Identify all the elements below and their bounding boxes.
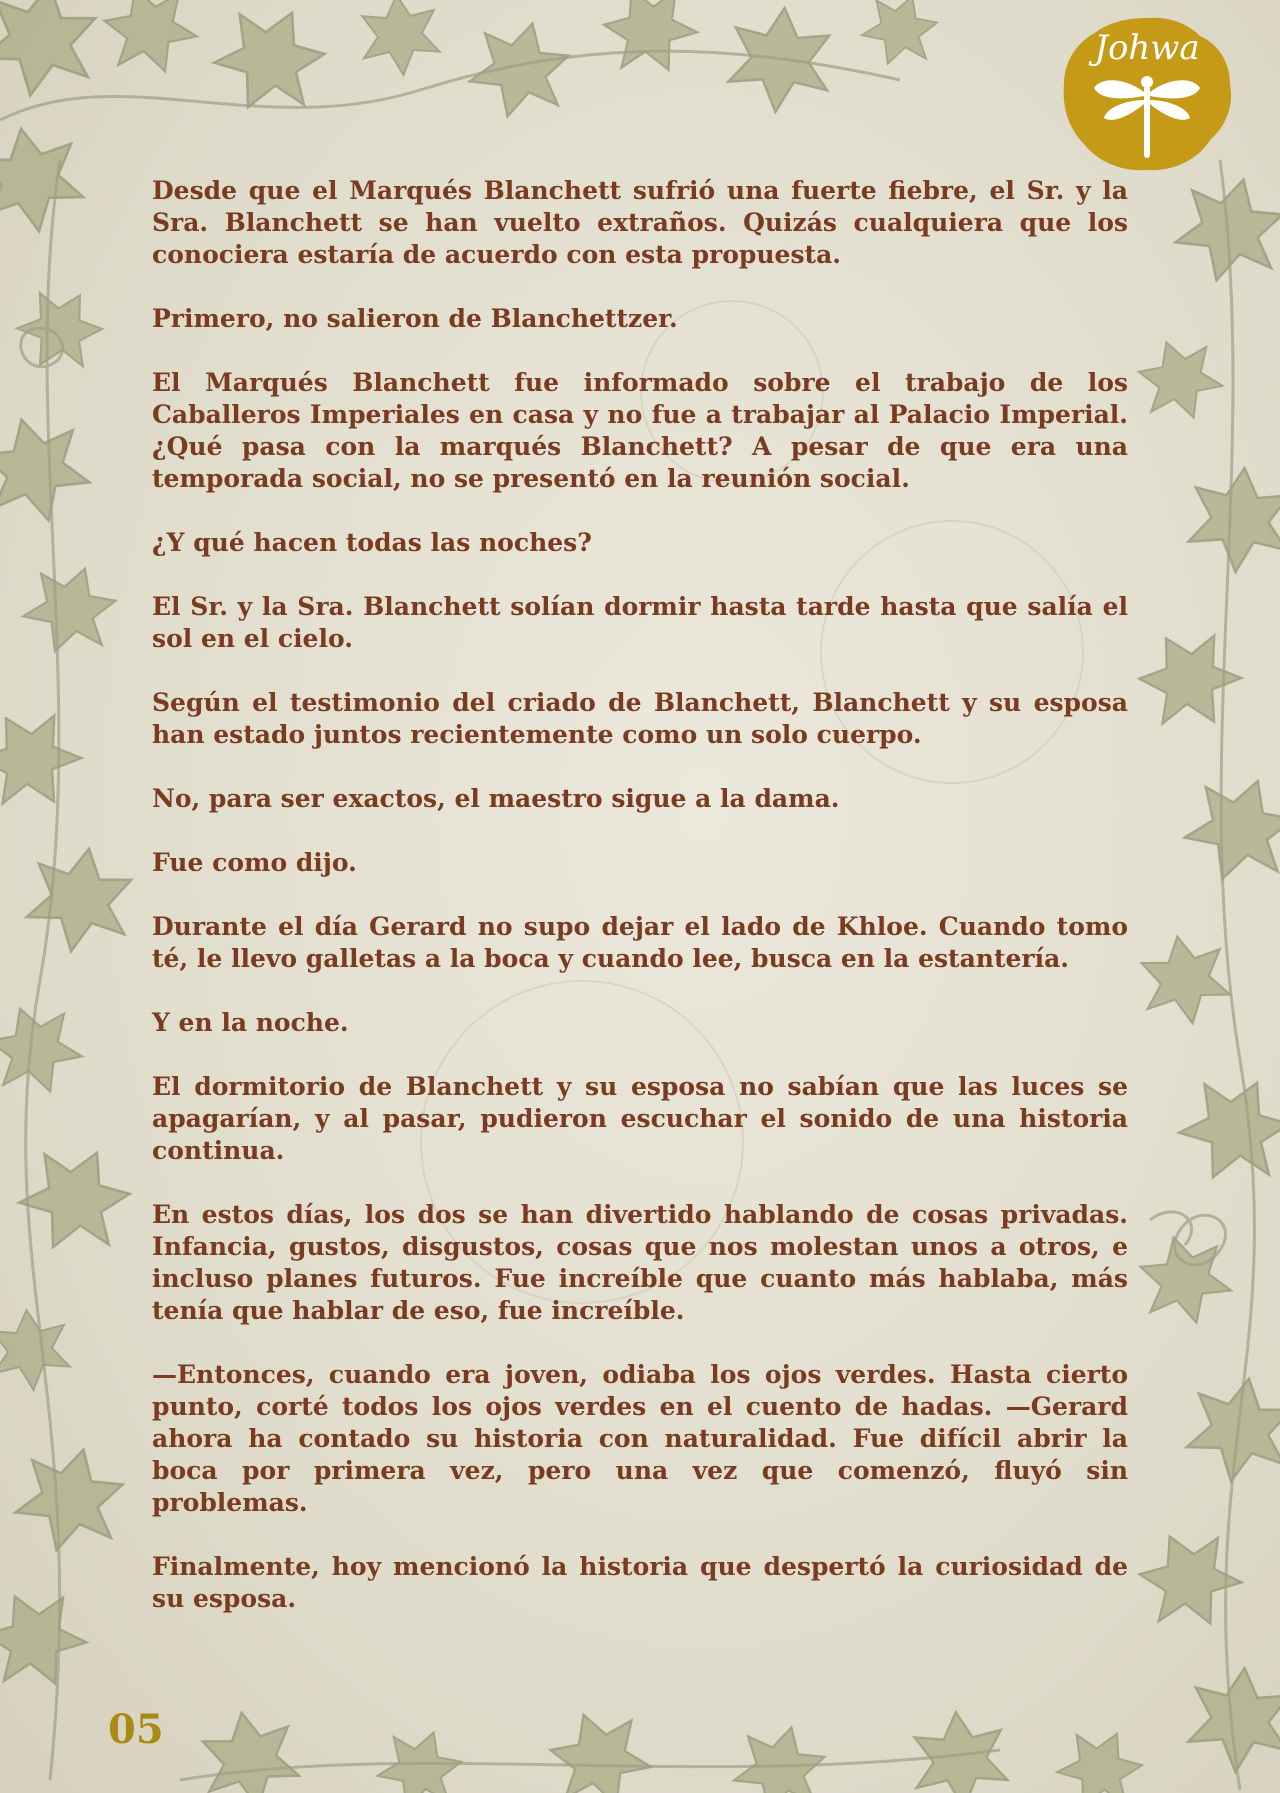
story-text	[152, 175, 1128, 1615]
logo-text: Johwa	[1094, 28, 1200, 68]
paragraph: Y en la noche.	[152, 1008, 349, 1037]
paragraph: —Entonces, cuando era joven, odiaba los ojos verdes. Hasta cierto punto, corté todos los ojos verdes en el cuento de hadas. —Gerard ahora ha contado su historia con naturalidad. Fue difícil abrir la boca por primera vez, pero una vez que comenzó, fluyó sin problemas.	[152, 1360, 1128, 1517]
paragraph: Durante el día Gerard no supo dejar el lado de Khloe. Cuando tomo té, le llevo galletas a la boca y cuando lee, busca en la estantería.	[152, 912, 1128, 973]
paragraph: Desde que el Marqués Blanchett sufrió una fuerte fiebre, el Sr. y la Sra. Blanchett se han vuelto extraños. Quizás cualquiera que los conociera estaría de acuerdo con esta propuesta.	[152, 176, 1128, 269]
paragraph: No, para ser exactos, el maestro sigue a la dama.	[152, 784, 840, 813]
page-number: 05	[108, 1706, 164, 1753]
publisher-logo	[1060, 14, 1234, 174]
dragonfly-icon	[1092, 70, 1202, 162]
paragraph: Primero, no salieron de Blanchettzer.	[152, 304, 678, 333]
paragraph: Según el testimonio del criado de Blanchett, Blanchett y su esposa han estado juntos recientemente como un solo cuerpo.	[152, 688, 1128, 749]
paragraph: El Marqués Blanchett fue informado sobre el trabajo de los Caballeros Imperiales en casa y no fue a trabajar al Palacio Imperial. ¿Qué pasa con la marqués Blanchett? A pesar de que era una temporada social, no se presentó en la reunión social.	[152, 368, 1128, 493]
paragraph: Fue como dijo.	[152, 848, 357, 877]
paragraph: El dormitorio de Blanchett y su esposa no sabían que las luces se apagarían, y al pasar, pudieron escuchar el sonido de una historia continua.	[152, 1072, 1128, 1165]
paragraph: El Sr. y la Sra. Blanchett solían dormir hasta tarde hasta que salía el sol en el cielo.	[152, 592, 1128, 653]
paragraph: Finalmente, hoy mencionó la historia que despertó la curiosidad de su esposa.	[152, 1552, 1128, 1613]
paragraph: En estos días, los dos se han divertido hablando de cosas privadas. Infancia, gustos, disgustos, cosas que nos molestan unos a otros, e incluso planes futuros. Fue increíble que cuanto más hablaba, más tenía que hablar de eso, fue increíble.	[152, 1200, 1128, 1325]
paragraph: ¿Y qué hacen todas las noches?	[152, 528, 592, 557]
